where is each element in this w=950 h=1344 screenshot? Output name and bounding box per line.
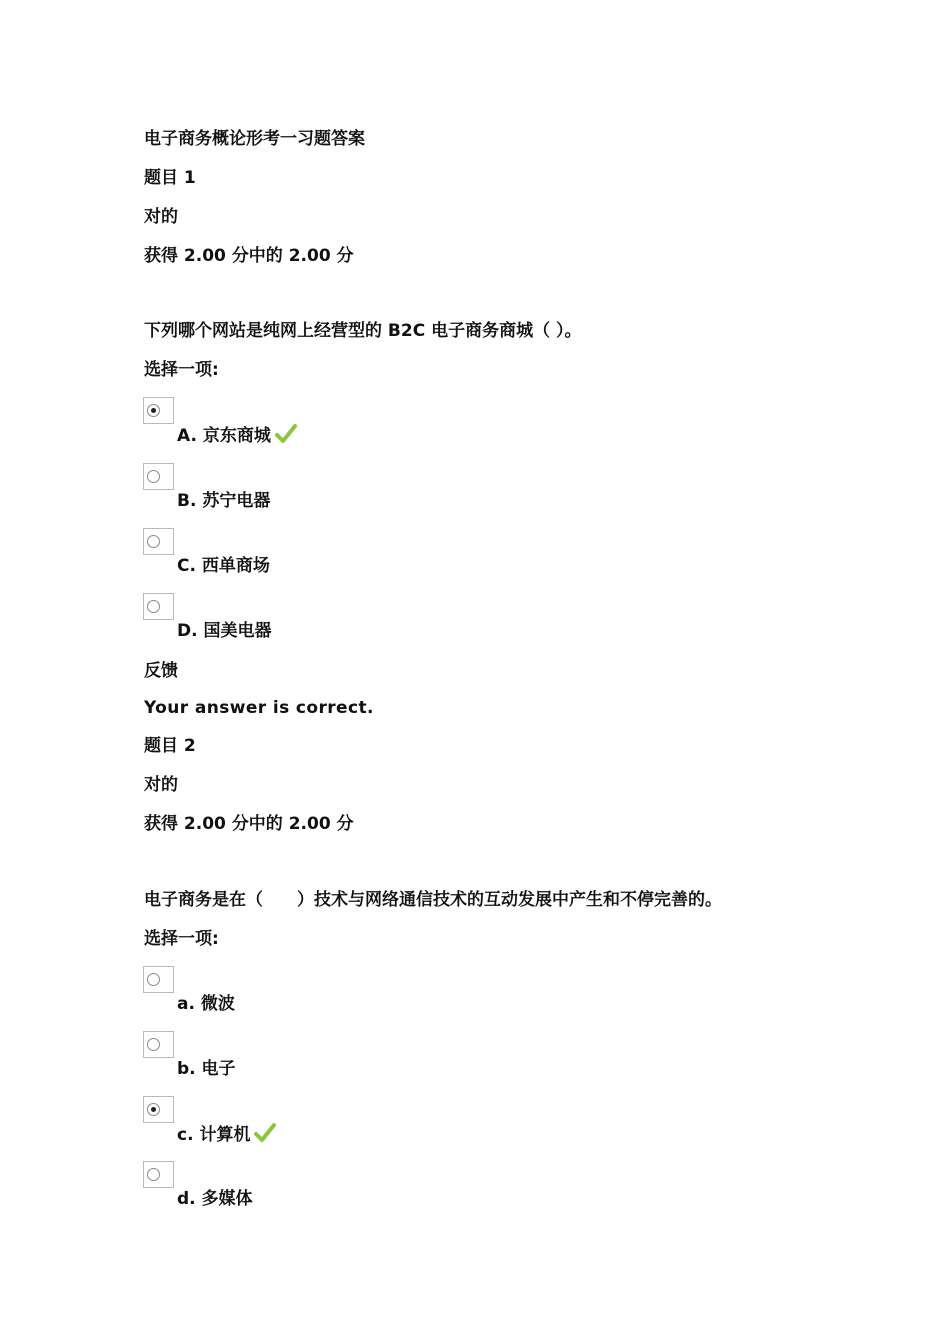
radio-icon[interactable] xyxy=(147,1168,160,1181)
option-b[interactable] xyxy=(177,1058,236,1080)
option-radio-box[interactable] xyxy=(143,1161,174,1188)
option-radio-box[interactable] xyxy=(143,397,174,424)
option-radio-box[interactable] xyxy=(143,1096,174,1123)
question-status: 对的 xyxy=(144,207,178,227)
question-text: 下列哪个网站是纯网上经营型的 B2C 电子商务商城（ ）。 xyxy=(144,321,582,341)
option-radio-box[interactable] xyxy=(143,1031,174,1058)
question-number: 题目 1 xyxy=(144,168,196,188)
option-label: b. 电子 xyxy=(177,1059,236,1079)
radio-selected-dot xyxy=(151,408,156,413)
option-label: d. 多媒体 xyxy=(177,1189,253,1209)
radio-icon[interactable] xyxy=(147,973,160,986)
option-label: c. 计算机 xyxy=(177,1125,251,1145)
document-title: 电子商务概论形考一习题答案 xyxy=(144,129,365,149)
option-b[interactable] xyxy=(177,490,270,512)
feedback-heading: 反馈 xyxy=(144,661,178,681)
radio-icon[interactable] xyxy=(147,1038,160,1051)
radio-icon[interactable] xyxy=(147,600,160,613)
option-a[interactable] xyxy=(177,424,297,447)
option-a[interactable] xyxy=(177,993,235,1015)
question-text: 电子商务是在（ ）技术与网络通信技术的互动发展中产生和不停完善的。 xyxy=(144,890,722,910)
option-label: a. 微波 xyxy=(177,994,235,1014)
option-radio-box[interactable] xyxy=(143,463,174,490)
radio-icon[interactable] xyxy=(147,470,160,483)
check-icon xyxy=(275,424,297,444)
radio-selected-dot xyxy=(151,1107,156,1112)
option-radio-box[interactable] xyxy=(143,528,174,555)
radio-icon[interactable] xyxy=(147,404,160,417)
option-d[interactable] xyxy=(177,620,272,642)
option-d[interactable] xyxy=(177,1188,253,1210)
option-label: A. 京东商城 xyxy=(177,426,271,446)
question-status: 对的 xyxy=(144,775,178,795)
option-label: B. 苏宁电器 xyxy=(177,491,271,511)
check-icon xyxy=(254,1123,276,1143)
radio-icon[interactable] xyxy=(147,535,160,548)
question-score: 获得 2.00 分中的 2.00 分 xyxy=(144,814,354,834)
question-number: 题目 2 xyxy=(144,736,196,756)
choose-prompt: 选择一项: xyxy=(144,929,219,949)
radio-icon[interactable] xyxy=(147,1103,160,1116)
feedback-text: Your answer is correct. xyxy=(144,698,374,718)
choose-prompt: 选择一项: xyxy=(144,360,219,380)
option-label: D. 国美电器 xyxy=(177,621,272,641)
option-radio-box[interactable] xyxy=(143,966,174,993)
question-score: 获得 2.00 分中的 2.00 分 xyxy=(144,246,354,266)
option-c[interactable] xyxy=(177,1123,276,1146)
option-radio-box[interactable] xyxy=(143,593,174,620)
option-c[interactable] xyxy=(177,555,270,577)
option-label: C. 西单商场 xyxy=(177,556,270,576)
